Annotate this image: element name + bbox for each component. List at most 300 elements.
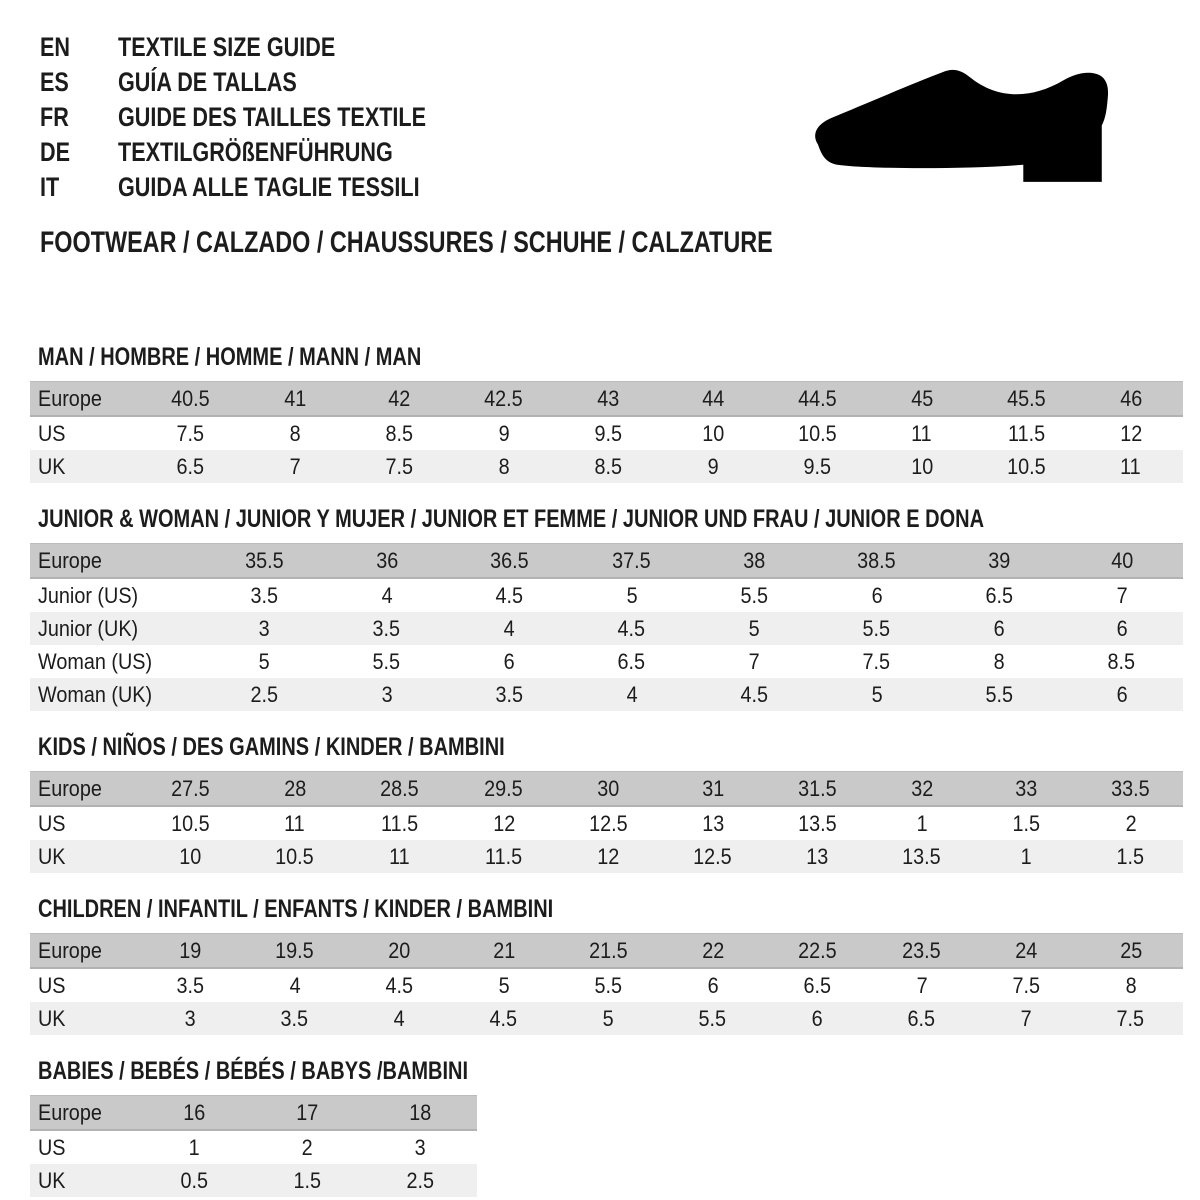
- size-value: 6.5: [907, 1005, 936, 1031]
- size-cell: [326, 678, 449, 711]
- size-cell: [765, 934, 870, 969]
- size-value: 36: [375, 547, 398, 573]
- size-cell: [251, 1096, 364, 1131]
- size-value: 4.5: [385, 972, 414, 998]
- size-value: 46: [1119, 385, 1142, 411]
- size-cell: [974, 450, 1079, 483]
- size-row: [30, 1002, 1183, 1035]
- size-cell: [30, 612, 203, 645]
- size-value: 4.5: [740, 681, 769, 707]
- dress-shoe-icon: [808, 68, 1140, 186]
- size-value: 2: [1125, 810, 1137, 836]
- size-cell: [974, 382, 1079, 417]
- row-label: Europe: [38, 1099, 102, 1125]
- size-value: 7.5: [862, 648, 891, 674]
- size-cell: [661, 934, 766, 969]
- size-cell: [326, 544, 449, 579]
- size-value: 22: [701, 937, 724, 963]
- size-value: 12.5: [693, 843, 733, 869]
- size-value: 11: [388, 843, 410, 869]
- row-label: UK: [38, 1005, 66, 1031]
- size-cell: [870, 416, 975, 450]
- size-value: 8: [1125, 972, 1137, 998]
- row-label: Europe: [38, 385, 102, 411]
- size-cell: [452, 416, 557, 450]
- size-cell: [974, 1002, 1079, 1035]
- size-cell: [661, 416, 766, 450]
- size-section: [30, 735, 1183, 873]
- size-value: 20: [388, 937, 411, 963]
- size-section: [30, 897, 1183, 1035]
- size-cell: [1079, 968, 1184, 1002]
- size-value: 11: [284, 810, 306, 836]
- size-value: 21.5: [588, 937, 628, 963]
- size-value: 12.5: [588, 810, 628, 836]
- size-value: 9: [707, 453, 719, 479]
- size-value: 11.5: [485, 843, 523, 869]
- size-value: 31: [701, 775, 724, 801]
- size-value: 2.5: [406, 1167, 435, 1193]
- size-value: 7: [289, 453, 301, 479]
- size-cell: [765, 840, 870, 873]
- size-cell: [30, 772, 138, 807]
- row-label: UK: [38, 1167, 66, 1193]
- size-cell: [243, 1002, 348, 1035]
- row-label: Europe: [38, 547, 102, 573]
- size-cell: [870, 772, 975, 807]
- size-value: 4: [289, 972, 301, 998]
- size-cell: [1061, 578, 1184, 612]
- size-value: 0.5: [180, 1167, 209, 1193]
- size-value: 10: [910, 453, 933, 479]
- size-cell: [138, 416, 243, 450]
- size-value: 4: [503, 615, 515, 641]
- language-title: GUIDA ALLE TAGLIE TESSILI: [118, 172, 420, 202]
- language-code: EN: [40, 32, 71, 62]
- size-cell: [870, 840, 975, 873]
- size-cell: [816, 612, 939, 645]
- size-value: 6.5: [803, 972, 832, 998]
- size-value: 6: [1116, 615, 1128, 641]
- language-title: GUÍA DE TALLAS: [118, 67, 297, 97]
- size-value: 19: [179, 937, 202, 963]
- size-cell: [452, 934, 557, 969]
- size-table: [30, 1095, 477, 1197]
- size-cell: [30, 450, 138, 483]
- size-value: 6.5: [985, 582, 1014, 608]
- size-header-row: [30, 934, 1183, 969]
- row-label: Europe: [38, 775, 102, 801]
- size-value: 5: [626, 582, 638, 608]
- size-cell: [243, 934, 348, 969]
- size-cell: [693, 645, 816, 678]
- size-value: 39: [988, 547, 1011, 573]
- size-value: 6: [871, 582, 883, 608]
- size-cell: [571, 544, 694, 579]
- size-cell: [138, 806, 243, 840]
- size-value: 6.5: [617, 648, 646, 674]
- size-cell: [693, 544, 816, 579]
- size-cell: [138, 1130, 251, 1164]
- size-cell: [30, 645, 203, 678]
- language-title: GUIDE DES TAILLES TEXTILE: [118, 102, 427, 132]
- size-cell: [452, 382, 557, 417]
- size-cell: [1079, 934, 1184, 969]
- language-code: IT: [40, 172, 60, 202]
- size-cell: [765, 1002, 870, 1035]
- size-value: 1: [916, 810, 928, 836]
- size-cell: [870, 806, 975, 840]
- size-cell: [326, 578, 449, 612]
- language-title: TEXTILE SIZE GUIDE: [118, 32, 336, 62]
- size-value: 11.5: [380, 810, 418, 836]
- row-label: Junior (US): [38, 582, 139, 608]
- size-cell: [661, 806, 766, 840]
- size-value: 37.5: [612, 547, 652, 573]
- size-value: 5: [748, 615, 760, 641]
- size-cell: [1079, 840, 1184, 873]
- size-cell: [347, 934, 452, 969]
- size-value: 29.5: [484, 775, 524, 801]
- size-cell: [870, 934, 975, 969]
- size-cell: [243, 382, 348, 417]
- size-cell: [30, 678, 203, 711]
- size-cell: [30, 1164, 138, 1197]
- size-cell: [816, 578, 939, 612]
- size-value: 7: [1020, 1005, 1032, 1031]
- size-value: 13: [806, 843, 829, 869]
- size-cell: [138, 968, 243, 1002]
- size-cell: [661, 968, 766, 1002]
- size-cell: [203, 645, 326, 678]
- size-cell: [448, 678, 571, 711]
- size-cell: [974, 968, 1079, 1002]
- size-cell: [30, 840, 138, 873]
- size-cell: [138, 840, 243, 873]
- size-header-row: [30, 1096, 477, 1131]
- size-value: 42.5: [484, 385, 524, 411]
- size-cell: [326, 612, 449, 645]
- size-header-row: [30, 544, 1183, 579]
- size-cell: [448, 612, 571, 645]
- size-cell: [138, 382, 243, 417]
- size-value: 10: [179, 843, 202, 869]
- size-value: 6: [993, 615, 1005, 641]
- size-value: 11: [911, 420, 933, 446]
- size-cell: [138, 772, 243, 807]
- size-cell: [138, 1164, 251, 1197]
- size-cell: [765, 806, 870, 840]
- size-value: 33.5: [1111, 775, 1151, 801]
- size-value: 1.5: [1012, 810, 1041, 836]
- size-value: 1: [1020, 843, 1032, 869]
- size-value: 43: [597, 385, 620, 411]
- size-value: 8: [289, 420, 301, 446]
- size-cell: [251, 1130, 364, 1164]
- size-row: [30, 578, 1183, 612]
- size-cell: [452, 772, 557, 807]
- size-value: 41: [283, 385, 306, 411]
- size-cell: [138, 450, 243, 483]
- size-cell: [243, 450, 348, 483]
- size-row: [30, 806, 1183, 840]
- size-section: [30, 1059, 1183, 1197]
- size-cell: [765, 968, 870, 1002]
- size-cell: [30, 1002, 138, 1035]
- size-value: 4.5: [617, 615, 646, 641]
- size-cell: [693, 578, 816, 612]
- size-cell: [347, 772, 452, 807]
- size-cell: [938, 645, 1061, 678]
- size-value: 6.5: [176, 453, 205, 479]
- size-value: 22.5: [797, 937, 837, 963]
- size-cell: [364, 1130, 477, 1164]
- size-cell: [571, 578, 694, 612]
- size-value: 6: [707, 972, 719, 998]
- category-line: FOOTWEAR / CALZADO / CHAUSSURES / SCHUHE / CALZATURE: [40, 226, 773, 259]
- language-code: DE: [40, 137, 71, 167]
- size-value: 44: [701, 385, 724, 411]
- size-cell: [816, 678, 939, 711]
- size-cell: [938, 678, 1061, 711]
- size-value: 13.5: [797, 810, 837, 836]
- size-cell: [30, 806, 138, 840]
- size-value: 13: [701, 810, 724, 836]
- size-value: 1: [188, 1134, 201, 1160]
- size-cell: [30, 1130, 138, 1164]
- size-value: 8: [993, 648, 1005, 674]
- size-cell: [452, 450, 557, 483]
- size-value: 30: [597, 775, 620, 801]
- size-value: 5.5: [594, 972, 623, 998]
- size-cell: [870, 1002, 975, 1035]
- size-cell: [347, 382, 452, 417]
- size-value: 8.5: [594, 453, 623, 479]
- size-cell: [556, 450, 661, 483]
- size-value: 44.5: [797, 385, 837, 411]
- size-value: 36.5: [489, 547, 529, 573]
- size-cell: [1079, 772, 1184, 807]
- size-cell: [661, 1002, 766, 1035]
- size-cell: [30, 968, 138, 1002]
- size-cell: [556, 840, 661, 873]
- size-cell: [938, 544, 1061, 579]
- size-cell: [1061, 645, 1184, 678]
- size-cell: [452, 806, 557, 840]
- size-value: 2.5: [250, 681, 279, 707]
- size-value: 4: [393, 1005, 405, 1031]
- size-value: 10: [701, 420, 724, 446]
- size-row: [30, 678, 1183, 711]
- size-value: 3.5: [250, 582, 279, 608]
- size-cell: [251, 1164, 364, 1197]
- size-value: 7.5: [1116, 1005, 1145, 1031]
- size-value: 33: [1015, 775, 1038, 801]
- size-cell: [203, 578, 326, 612]
- size-value: 6: [503, 648, 515, 674]
- size-cell: [138, 1002, 243, 1035]
- size-cell: [556, 806, 661, 840]
- size-cell: [571, 645, 694, 678]
- size-header-row: [30, 772, 1183, 807]
- size-value: 11: [1120, 453, 1142, 479]
- size-cell: [30, 544, 203, 579]
- size-value: 4: [626, 681, 638, 707]
- row-label: US: [38, 810, 66, 836]
- size-cell: [938, 612, 1061, 645]
- row-label: US: [38, 1134, 66, 1160]
- size-value: 7: [916, 972, 928, 998]
- size-cell: [326, 645, 449, 678]
- size-row: [30, 1164, 477, 1197]
- size-value: 19.5: [275, 937, 315, 963]
- size-value: 12: [1119, 420, 1142, 446]
- size-cell: [448, 544, 571, 579]
- size-cell: [661, 382, 766, 417]
- size-cell: [243, 772, 348, 807]
- size-value: 5: [258, 648, 270, 674]
- size-cell: [364, 1096, 477, 1131]
- size-cell: [661, 772, 766, 807]
- size-cell: [1061, 612, 1184, 645]
- size-cell: [870, 450, 975, 483]
- size-value: 10.5: [170, 810, 210, 836]
- size-value: 10.5: [797, 420, 837, 446]
- size-value: 5.5: [740, 582, 769, 608]
- size-table: [30, 543, 1183, 711]
- size-cell: [203, 544, 326, 579]
- size-cell: [661, 450, 766, 483]
- size-cell: [1079, 806, 1184, 840]
- size-cell: [347, 840, 452, 873]
- size-value: 3: [184, 1005, 196, 1031]
- size-cell: [138, 1096, 251, 1131]
- size-value: 5: [498, 972, 510, 998]
- size-cell: [765, 416, 870, 450]
- size-cell: [765, 382, 870, 417]
- size-value: 3.5: [495, 681, 524, 707]
- size-value: 3: [258, 615, 270, 641]
- language-code: ES: [40, 67, 69, 97]
- size-cell: [765, 450, 870, 483]
- size-tables: [30, 345, 1183, 1197]
- language-code: FR: [40, 102, 69, 132]
- size-value: 40.5: [170, 385, 210, 411]
- size-value: 18: [409, 1099, 432, 1125]
- size-row: [30, 450, 1183, 483]
- size-cell: [571, 612, 694, 645]
- size-value: 7.5: [385, 453, 414, 479]
- size-value: 1.5: [293, 1167, 322, 1193]
- size-cell: [347, 968, 452, 1002]
- language-title: TEXTILGRÖßENFÜHRUNG: [118, 137, 393, 167]
- size-value: 38.5: [857, 547, 897, 573]
- size-cell: [30, 382, 138, 417]
- size-cell: [556, 416, 661, 450]
- size-cell: [765, 772, 870, 807]
- size-value: 16: [183, 1099, 206, 1125]
- size-cell: [1061, 544, 1184, 579]
- size-cell: [556, 382, 661, 417]
- row-label: Woman (US): [38, 648, 153, 674]
- size-section: [30, 345, 1183, 483]
- size-value: 25: [1119, 937, 1142, 963]
- size-value: 4.5: [495, 582, 524, 608]
- size-value: 8: [498, 453, 510, 479]
- size-value: 9.5: [803, 453, 832, 479]
- size-cell: [974, 840, 1079, 873]
- size-row: [30, 968, 1183, 1002]
- size-value: 7: [748, 648, 760, 674]
- size-table: [30, 381, 1183, 483]
- language-row: [40, 30, 1183, 65]
- size-value: 45.5: [1006, 385, 1046, 411]
- size-value: 21: [492, 937, 515, 963]
- size-value: 10.5: [275, 843, 315, 869]
- size-cell: [243, 968, 348, 1002]
- size-value: 5: [602, 1005, 614, 1031]
- size-value: 4.5: [489, 1005, 518, 1031]
- size-value: 7.5: [1012, 972, 1041, 998]
- size-value: 5.5: [372, 648, 401, 674]
- size-cell: [30, 1096, 138, 1131]
- size-cell: [30, 578, 203, 612]
- size-value: 12: [492, 810, 515, 836]
- size-cell: [1079, 416, 1184, 450]
- row-label: UK: [38, 453, 66, 479]
- size-value: 32: [910, 775, 933, 801]
- size-table: [30, 771, 1183, 873]
- size-cell: [816, 544, 939, 579]
- size-cell: [974, 416, 1079, 450]
- size-cell: [816, 645, 939, 678]
- size-cell: [30, 934, 138, 969]
- size-row: [30, 416, 1183, 450]
- size-value: 3.5: [176, 972, 205, 998]
- size-value: 5.5: [985, 681, 1014, 707]
- size-value: 23.5: [902, 937, 942, 963]
- row-label: Europe: [38, 937, 102, 963]
- size-cell: [448, 645, 571, 678]
- size-cell: [571, 678, 694, 711]
- size-cell: [870, 968, 975, 1002]
- size-value: 9.5: [594, 420, 623, 446]
- size-cell: [974, 806, 1079, 840]
- size-cell: [243, 806, 348, 840]
- size-cell: [452, 840, 557, 873]
- section-title: MAN / HOMBRE / HOMME / MANN / MAN: [38, 343, 422, 371]
- size-value: 1.5: [1116, 843, 1145, 869]
- size-cell: [661, 840, 766, 873]
- row-label: US: [38, 972, 66, 998]
- size-cell: [1061, 678, 1184, 711]
- size-value: 12: [597, 843, 620, 869]
- size-cell: [693, 612, 816, 645]
- size-value: 3: [414, 1134, 427, 1160]
- size-value: 8.5: [1107, 648, 1136, 674]
- size-cell: [364, 1164, 477, 1197]
- size-value: 8.5: [385, 420, 414, 446]
- size-row: [30, 840, 1183, 873]
- size-value: 24: [1015, 937, 1038, 963]
- size-cell: [870, 382, 975, 417]
- size-cell: [347, 806, 452, 840]
- size-row: [30, 645, 1183, 678]
- row-label: Woman (UK): [38, 681, 153, 707]
- size-cell: [30, 416, 138, 450]
- size-value: 3.5: [280, 1005, 309, 1031]
- size-table: [30, 933, 1183, 1035]
